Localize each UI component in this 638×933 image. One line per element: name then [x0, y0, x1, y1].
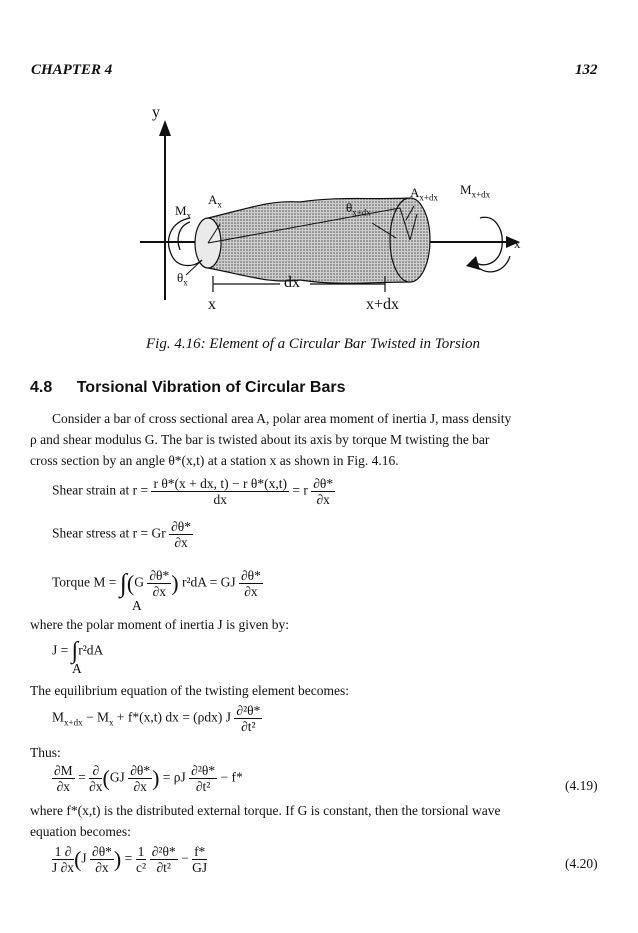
figure-caption: Fig. 4.16: Element of a Circular Bar Twisted in Torsion: [146, 336, 481, 352]
equation-number-4-19: (4.19): [565, 778, 598, 793]
intro-line-2: ρ and shear modulus G. The bar is twisted about its axis by torque M twisting the bar: [30, 432, 490, 447]
section-title: Torsional Vibration of Circular Bars: [76, 379, 346, 396]
shear-strain-equation: Shear strain at r = $\frac{\text{r θ*(x + dx, t) − r θ*(x,t)}}{dx}$ = r $\frac{\partial\theta*}{\partial x}$: [52, 476, 334, 507]
polar-equation: J = ∫r²dA: [52, 638, 104, 664]
bar-element-body: [208, 198, 410, 283]
shear-stress-equation: Shear stress at r = Gr $\frac{\partial\theta*}{\partial x}$: [52, 519, 191, 550]
partial-dx-fraction: $\frac{\partial}{\partial x}$: [89, 763, 103, 794]
intro-line-3: cross section by an angle θ*(x,t) at a station x as shown in Fig. 4.16.: [30, 453, 399, 468]
one-over-j-dx-fraction: $\frac{1 \partial}{J \partial x}$: [52, 844, 75, 875]
equation-number-4-20: (4.20): [565, 856, 598, 871]
equilibrium-intro: The equilibrium equation of the twisting element becomes:: [30, 683, 350, 698]
thus-label: Thus:: [30, 745, 61, 760]
dtheta-dx-fraction-2: $\frac{\partial\theta*}{\partial x}$: [171, 519, 191, 550]
torque-equation: Torque M = ∫(G $\frac{\partial\theta*}{\partial x}$ ) r²dA = GJ $\frac{\partial\theta*}{\partial x}$: [52, 568, 261, 599]
station-xdx-label: x+dx: [366, 296, 400, 313]
where-f-line-2: equation becomes:: [30, 824, 131, 839]
ax-label: $A_x$: [208, 192, 222, 210]
theta-x-label: $\theta_x$: [177, 270, 188, 288]
dx-label: dx: [284, 274, 300, 291]
shear-strain-fraction: $\frac{\text{r θ*(x + dx, t) − r θ*(x,t)}}{dx}$: [153, 476, 287, 507]
d2theta-dt2-fraction-3: $\frac{\text{∂²θ*}}{\text{∂t²}}$: [151, 844, 176, 875]
torque-region-label: A: [132, 598, 142, 613]
d2theta-dt2-fraction-1: $\frac{\text{∂²θ*}}{\text{∂t²}}$: [236, 703, 261, 734]
where-f-line-1: where f*(x,t) is the distributed external torque. If G is constant, then the torsional wave: [30, 803, 501, 818]
section-number: 4.8: [30, 379, 53, 396]
f-over-gj-fraction: $\frac{f*}{GJ}$: [192, 844, 208, 875]
polar-intro: where the polar moment of inertia J is given by:: [30, 617, 290, 632]
dM-dx-fraction: $\frac{\partial M}{\partial x}$: [54, 763, 73, 794]
polar-region-label: A: [72, 661, 82, 676]
theta-x-leader: [186, 260, 202, 275]
dtheta-dx-fraction-1: $\frac{\partial\theta*}{\partial x}$: [313, 476, 334, 507]
dtheta-dx-fraction-4: $\frac{\partial\theta*}{\partial x}$: [241, 568, 261, 599]
d2theta-dt2-fraction-2: $\frac{\text{∂²θ*}}{\text{∂t²}}$: [191, 763, 216, 794]
mx-label: $M_x$: [175, 203, 192, 221]
chapter-header: CHAPTER 4: [31, 62, 113, 78]
figure-4-16: [120, 90, 540, 330]
intro-line-1: Consider a bar of cross sectional area A, polar area moment of inertia J, mass density: [52, 411, 512, 426]
theta-xdx-label: $\theta_{x+dx}$: [346, 200, 371, 218]
station-x-label: x: [208, 296, 216, 313]
equilibrium-equation: $M_{x+dx} - M_x + f*(x,t)$ dx = (ρdx) J $\frac{\text{∂²θ*}}{\text{∂t²}}$: [52, 703, 261, 734]
equation-4-20: $\frac{1 \partial}{J \partial x}$ (J $\frac{\partial\theta*}{\partial x}$ ) = $\frac{1}{\text{c²}}$ $\frac{\text{∂²θ*}}{\text{∂t²}}$ − $\frac{f*}{GJ}$: [52, 844, 208, 875]
mxdx-label: $M_{x+dx}$: [460, 182, 491, 200]
page-number: 132: [575, 62, 598, 78]
one-over-c2-fraction: $\frac{1}{\text{c²}}$: [135, 844, 147, 875]
dtheta-dx-fraction-5: $\frac{\partial\theta*}{\partial x}$: [130, 763, 151, 794]
y-axis-arrow: [159, 120, 171, 136]
axdx-label: $A_{x+dx}$: [410, 185, 438, 203]
section-heading: [30, 379, 346, 397]
dtheta-dx-fraction-6: $\frac{\partial\theta*}{\partial x}$: [92, 844, 112, 875]
equation-4-19: $\frac{\partial M}{\partial x}$ = $\frac{\partial}{\partial x}$ (GJ $\frac{\partial\theta*}{\partial x}$ ) = ρJ $\frac{\text{∂²θ*}}{\text{∂t²}}$ − f*: [54, 763, 243, 794]
x-axis-label: x: [514, 236, 521, 251]
y-axis-label: y: [152, 104, 160, 121]
dtheta-dx-fraction-3: $\frac{\partial\theta*}{\partial x}$: [149, 568, 170, 599]
